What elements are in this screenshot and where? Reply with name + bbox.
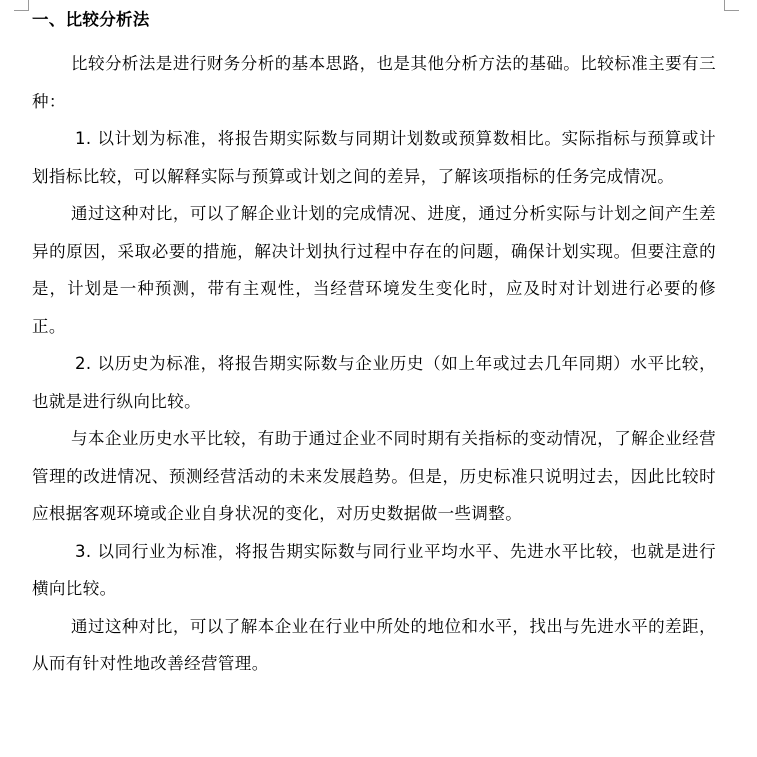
industry-explanation-paragraph: 通过这种对比，可以了解本企业在行业中所处的地位和水平，找出与先进水平的差距，从而有针对性地改善经营管理。 xyxy=(32,616,716,673)
history-explanation-paragraph: 与本企业历史水平比较，有助于通过企业不同时期有关指标的变动情况，了解企业经营管理的改进情况、预测经营活动的未来发展趋势。但是，历史标准只说明过去，因此比较时应根据客观环境或企业自身状况的变化，对历史数据做一些调整。 xyxy=(32,429,716,523)
section-heading: 一、比较分析法 xyxy=(32,10,150,29)
page-corner-mark-left xyxy=(14,0,29,11)
standard-item-history: 2. 以历史为标准，将报告期实际数与企业历史（如上年或过去几年同期）水平比较，也就是进行纵向比较。 xyxy=(32,354,716,411)
page-corner-mark-right xyxy=(724,0,739,11)
intro-paragraph: 比较分析法是进行财务分析的基本思路，也是其他分析方法的基础。比较标准主要有三种： xyxy=(32,54,716,111)
plan-explanation-paragraph: 通过这种对比，可以了解企业计划的完成情况、进度，通过分析实际与计划之间产生差异的原因，采取必要的措施，解决计划执行过程中存在的问题，确保计划实现。但要注意的是，计划是一种预测，带有主观性，当经营环境发生变化时，应及时对计划进行必要的修正。 xyxy=(32,204,716,336)
standard-item-industry: 3. 以同行业为标准，将报告期实际数与同行业平均水平、先进水平比较，也就是进行横向比较。 xyxy=(32,541,716,598)
document-body xyxy=(32,6,716,683)
standard-item-plan: 1. 以计划为标准，将报告期实际数与同期计划数或预算数相比。实际指标与预算或计划指标比较，可以解释实际与预算或计划之间的差异，了解该项指标的任务完成情况。 xyxy=(32,129,716,186)
